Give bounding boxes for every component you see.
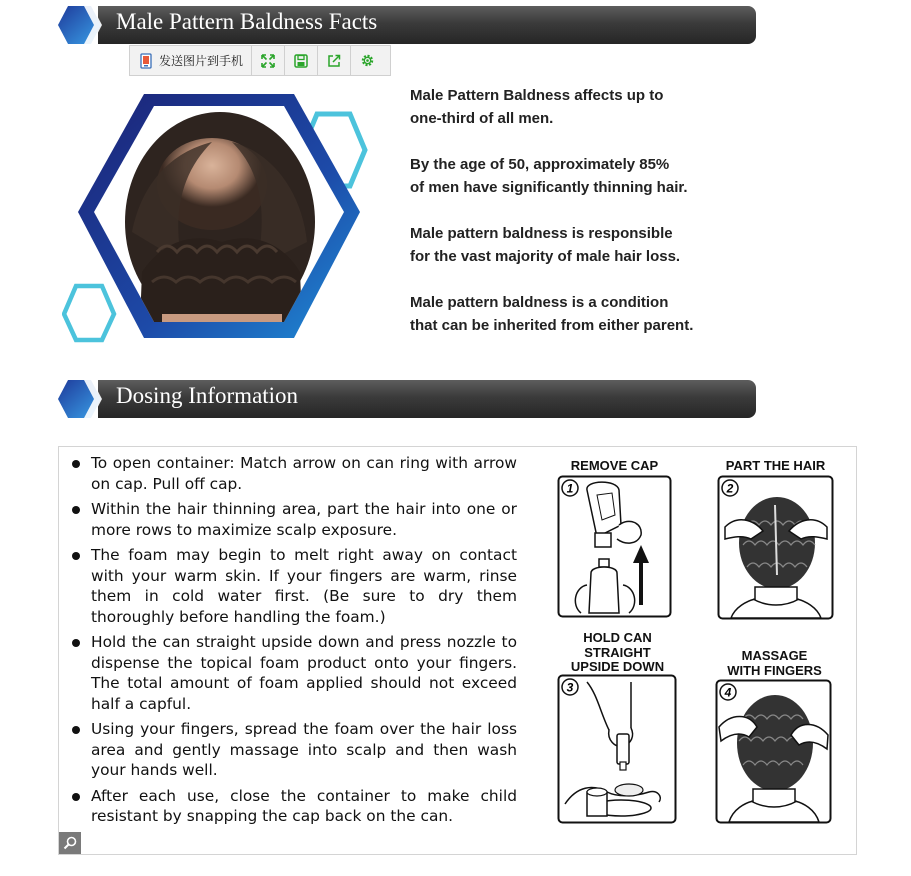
dosing-step: Using your fingers, spread the foam over the hair loss area and gently massage into scalp and then wash your hands well. [69, 719, 517, 781]
step-caption: REMOVE CAP [570, 458, 659, 473]
expand-icon [261, 54, 275, 68]
save-icon [294, 54, 308, 68]
hexagon-icon [58, 380, 102, 418]
fact-item: Male pattern baldness is a condition that can be inherited from either parent. [410, 294, 694, 334]
svg-text:3: 3 [566, 680, 574, 695]
zoom-button[interactable] [59, 832, 81, 854]
svg-text:4: 4 [724, 685, 732, 700]
share-button[interactable] [318, 46, 351, 75]
svg-text:2: 2 [726, 481, 734, 496]
dosing-step: Hold the can straight upside down and press nozzle to dispense the topical foam product onto your fingers. The total amount of foam applied should not exceed half a capful. [69, 632, 517, 714]
dosing-step: To open container: Match arrow on can ring with arrow on cap. Pull off cap. [69, 453, 517, 494]
remove-cap-illustration [557, 475, 672, 618]
fact-item: By the age of 50, approximately 85% of men have significantly thinning hair. [410, 156, 688, 196]
magnifier-icon [63, 836, 77, 850]
dosing-image [58, 446, 857, 855]
hold-can-illustration [557, 674, 677, 824]
facts-list [410, 84, 730, 360]
expand-button[interactable] [252, 46, 285, 75]
step-caption: HOLD CAN STRAIGHT UPSIDE DOWN [570, 630, 665, 674]
send-to-phone-label: 发送图片到手机 [159, 54, 244, 68]
settings-button[interactable] [351, 46, 383, 75]
settings-icon [360, 53, 375, 68]
step-caption: PART THE HAIR [725, 458, 826, 473]
svg-text:1: 1 [566, 481, 574, 496]
image-toolbar [129, 45, 391, 76]
dosing-banner [58, 380, 756, 418]
part-hair-illustration [717, 475, 834, 620]
balding-head-photo [62, 92, 382, 346]
section-title: Dosing Information [116, 383, 299, 408]
dosing-step: Within the hair thinning area, part the hair into one or more rows to maximize scalp exposure. [69, 499, 517, 540]
dosing-step: The foam may begin to melt right away on contact with your warm skin. If your fingers are warm, rinse them in cold water first. (Be sure to dry them thoroughly before handling the foam.) [69, 545, 517, 627]
send-to-phone-button[interactable] [130, 46, 252, 75]
massage-illustration [715, 679, 832, 824]
fact-item: Male Pattern Baldness affects up to one-third of all men. [410, 87, 664, 127]
dosing-steps [69, 453, 517, 832]
fact-item: Male pattern baldness is responsible for the vast majority of male hair loss. [410, 225, 681, 265]
phone-icon [140, 53, 154, 69]
facts-banner [58, 6, 756, 44]
section-title: Male Pattern Baldness Facts [116, 9, 378, 34]
dosing-step: After each use, close the container to make child resistant by snapping the cap back on the can. [69, 786, 517, 827]
share-icon [327, 54, 341, 68]
step-caption: MASSAGE WITH FINGERS [727, 648, 822, 678]
save-button[interactable] [285, 46, 318, 75]
hexagon-icon [58, 6, 102, 44]
